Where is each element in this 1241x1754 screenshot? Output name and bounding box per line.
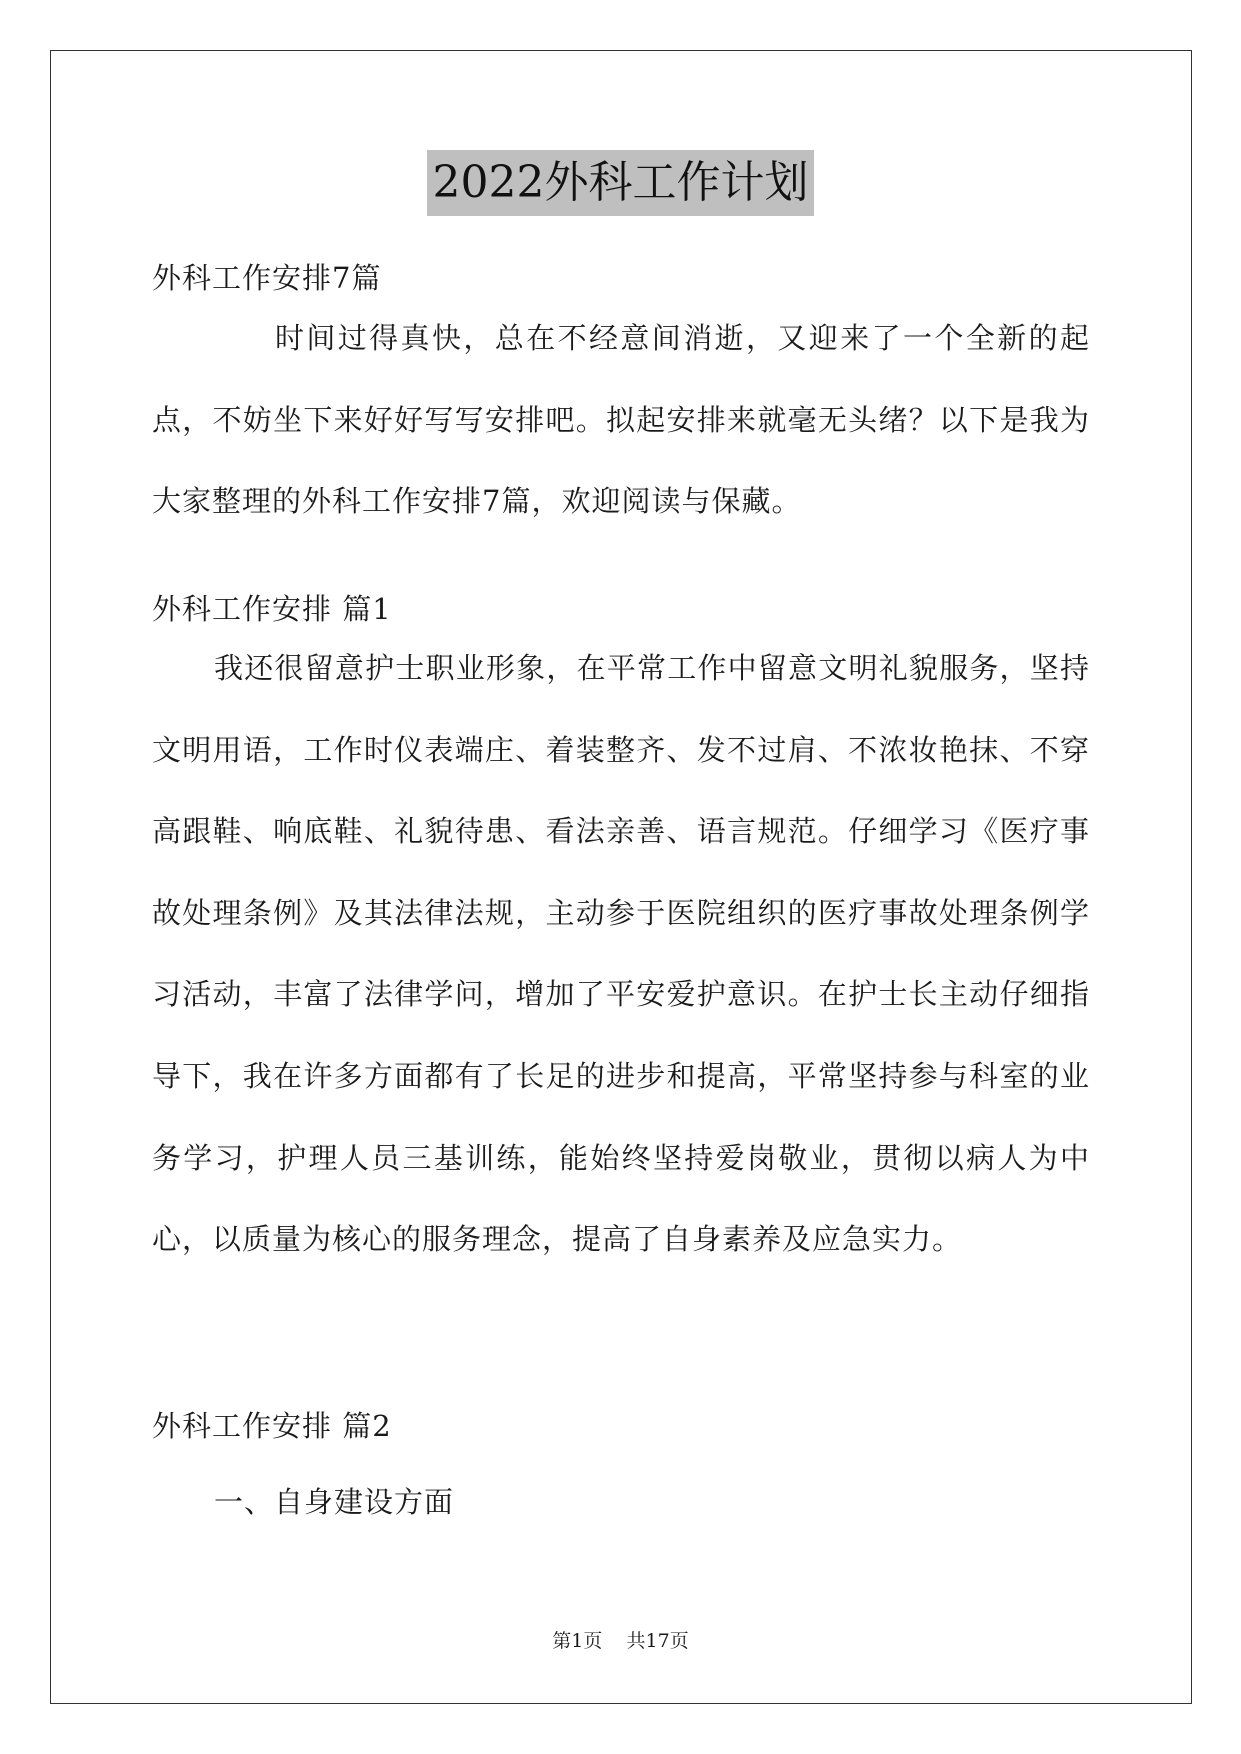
section1-heading: 外科工作安排 篇1	[152, 592, 392, 626]
intro-paragraph: 时间过得真快，总在不经意间消逝，又迎来了一个全新的起点，不妨坐下来好好写写安排吧。拟起安排来就毫无头绪？以下是我为大家整理的外科工作安排7篇，欢迎阅读与保藏。	[152, 321, 1090, 519]
document-title	[0, 150, 1241, 219]
section2-heading: 外科工作安排 篇2	[152, 1409, 392, 1443]
heading-main: 外科工作安排7篇	[152, 261, 382, 295]
section2-subheading: 一、自身建设方面	[214, 1485, 455, 1519]
page-number-footer: 第1页 共17页	[552, 1630, 689, 1652]
section1-paragraph: 我还很留意护士职业形象，在平常工作中留意文明礼貌服务，坚持文明用语，工作时仪表端庄、着装整齐、发不过肩、不浓妆艳抹、不穿高跟鞋、响底鞋、礼貌待患、看法亲善、语言规范。仔细学习《医疗事故处理条例》及其法律法规，主动参于医院组织的医疗事故处理条例学习活动，丰富了法律学问，增加了平安爱护意识。在护士长主动仔细指导下，我在许多方面都有了长足的进步和提高，平常坚持参与科室的业务学习，护理人员三基训练，能始终坚持爱岗敬业，贯彻以病人为中心，以质量为核心的服务理念，提高了自身素养及应急实力。	[152, 651, 1090, 1257]
document-title-text: 2022外科工作计划	[427, 150, 815, 216]
